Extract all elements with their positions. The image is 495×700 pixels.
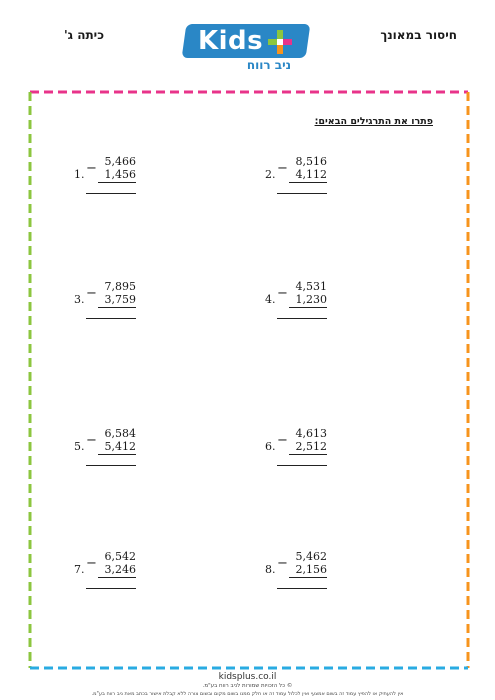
subtrahend: 5,412 (98, 440, 136, 455)
subtrahend: 2,512 (289, 440, 327, 455)
answer-line (86, 588, 136, 589)
minuend: 5,466 (104, 155, 136, 168)
minus-sign: − (86, 433, 97, 448)
minus-sign: − (86, 161, 97, 176)
answer-line (277, 465, 327, 466)
answer-line (277, 318, 327, 319)
logo-subtitle: ניב רווח (246, 58, 292, 72)
minus-sign: − (277, 433, 288, 448)
exercise-number: 6. (265, 440, 276, 453)
grade-label: כיתה ג' (64, 28, 104, 42)
answer-line (86, 465, 136, 466)
subtrahend: 2,156 (289, 563, 327, 578)
answer-line (86, 193, 136, 194)
minuend: 4,613 (295, 427, 327, 440)
minus-sign: − (277, 161, 288, 176)
answer-line (277, 193, 327, 194)
minuend: 4,531 (295, 280, 327, 293)
footer-legal-notice: אין להעתיק או להפיץ עמוד זה בשום אמצעי ואין לכלול עמוד זה או חלק ממנו בשום מקום ובשום צורה ללא קבלת אישור בכתב מאת ניב רווח בע"מ. (91, 691, 404, 697)
footer-copyright: © כל הזכויות שמורות לניב רווח בע"מ. (202, 683, 293, 689)
subtrahend: 3,246 (98, 563, 136, 578)
subtrahend: 4,112 (289, 168, 327, 183)
minus-sign: − (86, 286, 97, 301)
worksheet-title: חיסור במאונך (380, 28, 457, 42)
minuend: 6,542 (104, 550, 136, 563)
logo-brand-text: Kids (198, 26, 264, 56)
exercise-number: 2. (265, 168, 276, 181)
minus-sign: − (277, 286, 288, 301)
subtrahend: 1,230 (289, 293, 327, 308)
exercise-number: 4. (265, 293, 276, 306)
exercise-number: 3. (74, 293, 85, 306)
instructions: פתרו את התרגילים הבאים: (314, 116, 433, 127)
answer-line (277, 588, 327, 589)
minus-sign: − (86, 556, 97, 571)
exercise-number: 7. (74, 563, 85, 576)
minuend: 7,895 (104, 280, 136, 293)
exercise-number: 8. (265, 563, 276, 576)
subtrahend: 1,456 (98, 168, 136, 183)
minus-sign: − (277, 556, 288, 571)
footer-website: kidsplus.co.il (218, 672, 277, 682)
exercise-number: 1. (74, 168, 85, 181)
minuend: 5,462 (295, 550, 327, 563)
minuend: 8,516 (295, 155, 327, 168)
minuend: 6,584 (104, 427, 136, 440)
exercise-number: 5. (74, 440, 85, 453)
subtrahend: 3,759 (98, 293, 136, 308)
answer-line (86, 318, 136, 319)
